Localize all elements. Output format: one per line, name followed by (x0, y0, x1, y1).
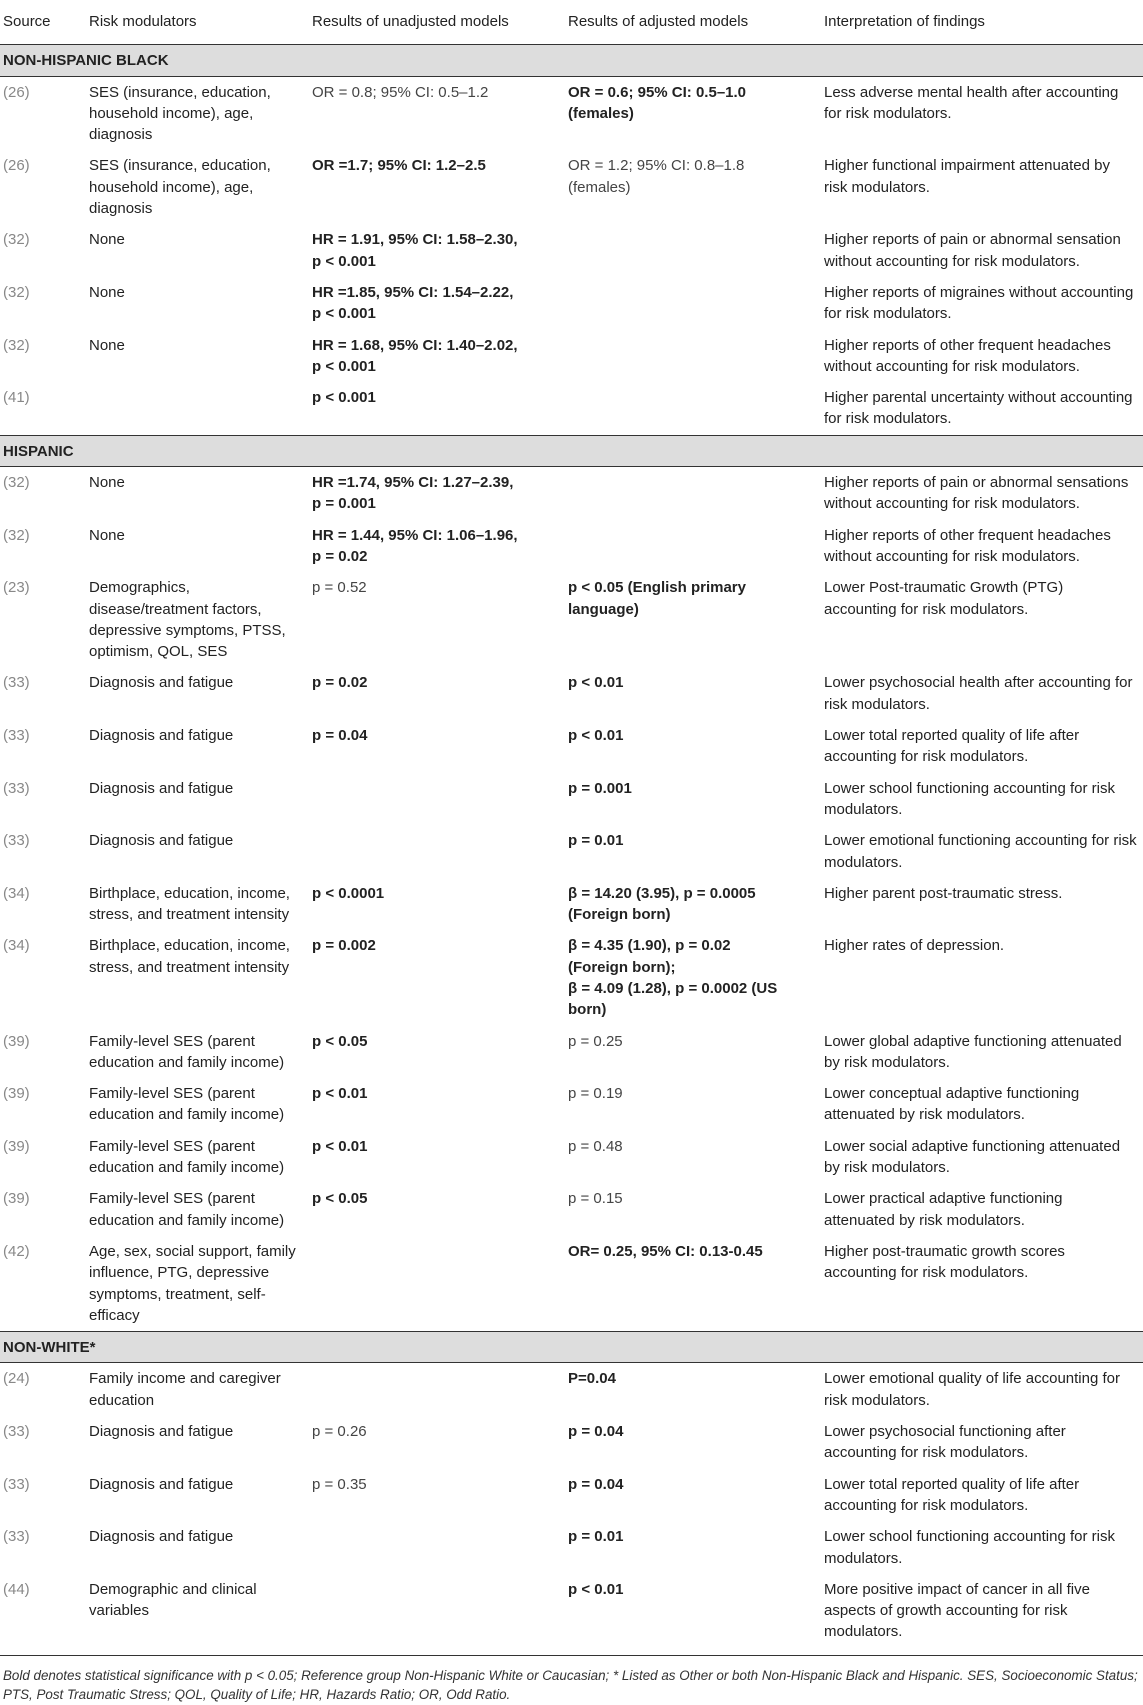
unadjusted-cell: p < 0.05 (312, 1032, 368, 1050)
risk-modulators-cell (86, 382, 309, 435)
adjusted-cell (565, 467, 821, 520)
table-row (0, 1026, 1143, 1079)
risk-modulators-cell: Birthplace, education, income, stress, and treatment intensity (89, 937, 290, 976)
unadjusted-cell: p < 0.01 (312, 1085, 368, 1103)
unadjusted-cell: OR = 0.8; 95% CI: 0.5–1.2 (312, 83, 489, 101)
source-cell: (34) (3, 884, 30, 902)
adjusted-cell (565, 520, 821, 573)
interpretation-cell: Higher reports of pain or abnormal sensation without accounting for risk modulators. (824, 231, 1121, 270)
risk-modulators-cell: Age, sex, social support, family influence, PTG, depressive symptoms, treatment, self-efficacy (89, 1242, 296, 1324)
source-cell: (33) (3, 674, 30, 692)
unadjusted-cell: HR =1.74, 95% CI: 1.27–2.39, p = 0.001 (312, 474, 514, 513)
interpretation-cell: Higher parent post-traumatic stress. (824, 884, 1063, 902)
interpretation-cell: Lower psychosocial functioning after accounting for risk modulators. (824, 1423, 1066, 1462)
table-row (0, 720, 1143, 773)
unadjusted-cell (309, 773, 565, 826)
risk-modulators-cell: None (89, 474, 125, 492)
source-cell: (23) (3, 579, 30, 597)
table-row (0, 1183, 1143, 1236)
header-risk-modulators: Risk modulators (86, 0, 309, 45)
table-row (0, 150, 1143, 224)
adjusted-cell: β = 4.35 (1.90), p = 0.02 (Foreign born); β = 4.09 (1.28), p = 0.0002 (US born) (568, 937, 778, 1019)
interpretation-cell: Lower conceptual adaptive functioning attenuated by risk modulators. (824, 1085, 1080, 1124)
table-row (0, 382, 1143, 435)
table-row (0, 277, 1143, 330)
table-row (0, 467, 1143, 520)
risk-modulators-cell: None (89, 283, 125, 301)
adjusted-cell: p < 0.05 (English primary language) (568, 579, 746, 618)
source-cell: (32) (3, 526, 30, 544)
source-cell: (44) (3, 1580, 30, 1598)
source-cell: (33) (3, 779, 30, 797)
risk-modulators-cell: Demographic and clinical variables (89, 1580, 257, 1620)
source-cell: (33) (3, 1475, 30, 1493)
interpretation-cell: Lower emotional quality of life accounting for risk modulators. (824, 1370, 1121, 1409)
source-cell: (41) (3, 389, 30, 407)
interpretation-cell: Lower school functioning accounting for risk modulators. (824, 1528, 1115, 1567)
table-header (0, 0, 1143, 45)
unadjusted-cell: p = 0.26 (312, 1423, 367, 1441)
source-cell: (34) (3, 937, 30, 955)
adjusted-cell: β = 14.20 (3.95), p = 0.0005 (Foreign born) (568, 884, 756, 924)
adjusted-cell: OR= 0.25, 95% CI: 0.13-0.45 (568, 1242, 763, 1260)
adjusted-cell: p < 0.01 (568, 727, 624, 745)
table-row (0, 930, 1143, 1025)
unadjusted-cell (309, 825, 565, 878)
interpretation-cell: Lower emotional functioning accounting for risk modulators. (824, 832, 1137, 871)
header-row (0, 0, 1143, 45)
unadjusted-cell: HR = 1.44, 95% CI: 1.06–1.96, p = 0.02 (312, 526, 518, 565)
source-cell: (24) (3, 1370, 30, 1388)
interpretation-cell: Higher functional impairment attenuated by risk modulators. (824, 157, 1110, 196)
adjusted-cell: p < 0.01 (568, 674, 624, 692)
source-cell: (42) (3, 1242, 30, 1260)
interpretation-cell: Lower practical adaptive functioning attenuated by risk modulators. (824, 1190, 1063, 1229)
section-row (0, 45, 1143, 76)
source-cell: (32) (3, 474, 30, 492)
source-cell: (33) (3, 1528, 30, 1546)
unadjusted-cell (309, 1363, 565, 1416)
table-row (0, 520, 1143, 573)
source-cell: (32) (3, 336, 30, 354)
source-cell: (32) (3, 231, 30, 249)
adjusted-cell: p = 0.001 (568, 779, 632, 797)
adjusted-cell: OR = 0.6; 95% CI: 0.5–1.0 (females) (568, 83, 747, 122)
table-row (0, 825, 1143, 878)
table-row (0, 773, 1143, 826)
interpretation-cell: Lower Post-traumatic Growth (PTG) accounting for risk modulators. (824, 579, 1064, 618)
interpretation-cell: Less adverse mental health after accounting for risk modulators. (824, 83, 1119, 122)
unadjusted-cell: HR = 1.68, 95% CI: 1.40–2.02, p < 0.001 (312, 336, 518, 375)
table-row (0, 1236, 1143, 1332)
source-cell: (39) (3, 1032, 30, 1050)
interpretation-cell: Higher parental uncertainty without accounting for risk modulators. (824, 389, 1133, 428)
unadjusted-cell (309, 1574, 565, 1655)
adjusted-cell: OR = 1.2; 95% CI: 0.8–1.8 (females) (568, 157, 745, 196)
adjusted-cell: p = 0.25 (568, 1032, 623, 1050)
header-interpretation: Interpretation of findings (821, 0, 1143, 45)
unadjusted-cell: p = 0.35 (312, 1475, 367, 1493)
adjusted-cell: p = 0.19 (568, 1085, 623, 1103)
unadjusted-cell: p = 0.04 (312, 727, 368, 745)
section-title: NON-WHITE* (0, 1332, 1143, 1363)
unadjusted-cell: p < 0.01 (312, 1137, 368, 1155)
risk-modulators-cell: Family-level SES (parent education and family income) (89, 1190, 285, 1229)
interpretation-cell: Lower total reported quality of life after accounting for risk modulators. (824, 1475, 1080, 1514)
unadjusted-cell: HR = 1.91, 95% CI: 1.58–2.30, p < 0.001 (312, 231, 518, 270)
risk-modulators-cell: Family-level SES (parent education and family income) (89, 1032, 285, 1071)
adjusted-cell (565, 277, 821, 330)
section-title: HISPANIC (0, 435, 1143, 466)
table-row (0, 667, 1143, 720)
table-row (0, 878, 1143, 931)
table-body (0, 45, 1143, 1655)
source-cell: (39) (3, 1190, 30, 1208)
interpretation-cell: Higher reports of other frequent headaches without accounting for risk modulators. (824, 526, 1111, 565)
unadjusted-cell: p < 0.05 (312, 1190, 368, 1208)
table-row (0, 1574, 1143, 1655)
risk-modulators-cell: SES (insurance, education, household income), age, diagnosis (89, 157, 271, 218)
interpretation-cell: Lower social adaptive functioning attenuated by risk modulators. (824, 1137, 1121, 1177)
interpretation-cell: Higher reports of pain or abnormal sensations without accounting for risk modulators. (824, 474, 1129, 513)
adjusted-cell: p < 0.01 (568, 1580, 624, 1598)
risk-modulators-cell: Diagnosis and fatigue (89, 674, 234, 692)
table-row (0, 1521, 1143, 1574)
risk-modulators-cell: Diagnosis and fatigue (89, 1423, 234, 1441)
interpretation-cell: Lower total reported quality of life after accounting for risk modulators. (824, 727, 1080, 766)
interpretation-cell: Lower global adaptive functioning attenuated by risk modulators. (824, 1032, 1122, 1071)
risk-modulators-cell: Diagnosis and fatigue (89, 1475, 234, 1493)
risk-modulators-cell: None (89, 336, 125, 354)
interpretation-cell: Higher reports of migraines without accounting for risk modulators. (824, 283, 1134, 323)
adjusted-cell: p = 0.01 (568, 1528, 624, 1546)
table-row (0, 1078, 1143, 1131)
adjusted-cell (565, 224, 821, 277)
adjusted-cell: p = 0.04 (568, 1475, 624, 1493)
interpretation-cell: Higher reports of other frequent headaches without accounting for risk modulators. (824, 336, 1111, 375)
header-adjusted: Results of adjusted models (565, 0, 821, 45)
adjusted-cell: P=0.04 (568, 1370, 616, 1388)
interpretation-cell: Lower psychosocial health after accounting for risk modulators. (824, 674, 1133, 713)
adjusted-cell (565, 382, 821, 435)
source-cell: (39) (3, 1085, 30, 1103)
risk-modulators-cell: Family-level SES (parent education and family income) (89, 1137, 285, 1177)
risk-modulators-cell: Birthplace, education, income, stress, and treatment intensity (89, 884, 290, 924)
risk-modulators-cell: Diagnosis and fatigue (89, 1528, 234, 1546)
risk-modulators-cell: Demographics, disease/treatment factors, depressive symptoms, PTSS, optimism, QOL, SES (89, 579, 286, 661)
table-row (0, 330, 1143, 383)
table-row (0, 1469, 1143, 1522)
interpretation-cell: Higher post-traumatic growth scores accounting for risk modulators. (824, 1242, 1065, 1282)
table-row (0, 1363, 1143, 1416)
source-cell: (32) (3, 283, 30, 301)
risk-modulators-cell: Family-level SES (parent education and family income) (89, 1085, 285, 1124)
interpretation-cell: Higher rates of depression. (824, 937, 1005, 955)
unadjusted-cell: p = 0.02 (312, 674, 368, 692)
source-cell: (26) (3, 157, 30, 175)
table-row (0, 1416, 1143, 1469)
source-cell: (33) (3, 727, 30, 745)
unadjusted-cell: p = 0.002 (312, 937, 376, 955)
adjusted-cell: p = 0.48 (568, 1137, 623, 1155)
table-row (0, 76, 1143, 150)
interpretation-cell: Lower school functioning accounting for risk modulators. (824, 779, 1115, 818)
table-row (0, 572, 1143, 667)
table-row (0, 1131, 1143, 1184)
source-cell: (39) (3, 1137, 30, 1155)
unadjusted-cell: p = 0.52 (312, 579, 367, 597)
unadjusted-cell: HR =1.85, 95% CI: 1.54–2.22, p < 0.001 (312, 283, 514, 323)
adjusted-cell (565, 330, 821, 383)
source-cell: (26) (3, 83, 30, 101)
adjusted-cell: p = 0.15 (568, 1190, 623, 1208)
adjusted-cell: p = 0.04 (568, 1423, 624, 1441)
section-row (0, 1332, 1143, 1363)
source-cell: (33) (3, 1423, 30, 1441)
risk-modulators-cell: None (89, 231, 125, 249)
interpretation-cell: More positive impact of cancer in all five aspects of growth accounting for risk modulators. (824, 1580, 1090, 1641)
unadjusted-cell: p < 0.001 (312, 389, 376, 407)
header-source: Source (0, 0, 86, 45)
header-unadjusted: Results of unadjusted models (309, 0, 565, 45)
unadjusted-cell (309, 1236, 565, 1332)
section-row (0, 435, 1143, 466)
risk-modulators-cell: Diagnosis and fatigue (89, 779, 234, 797)
unadjusted-cell: OR =1.7; 95% CI: 1.2–2.5 (312, 157, 486, 175)
risk-modulators-cell: None (89, 526, 125, 544)
risk-modulators-cell: Diagnosis and fatigue (89, 727, 234, 745)
source-cell: (33) (3, 832, 30, 850)
risk-modulators-cell: Diagnosis and fatigue (89, 832, 234, 850)
table-row (0, 224, 1143, 277)
risk-modulators-cell: Family income and caregiver education (89, 1370, 281, 1409)
risk-modulators-cell: SES (insurance, education, household income), age, diagnosis (89, 83, 271, 144)
adjusted-cell: p = 0.01 (568, 832, 624, 850)
unadjusted-cell (309, 1521, 565, 1574)
section-title: NON-HISPANIC BLACK (0, 45, 1143, 76)
table-footnote: Bold denotes statistical significance with p < 0.05; Reference group Non-Hispanic White or Caucasian; * Listed as Other or both Non-Hispanic Black and Hispanic. SES, Socioeconomic Status; PTS, Post Traumatic Stress; QOL, Quality of Life; HR, Hazards Ratio; OR, Odd Ratio. (0, 1655, 1143, 1705)
unadjusted-cell: p < 0.0001 (312, 884, 385, 902)
